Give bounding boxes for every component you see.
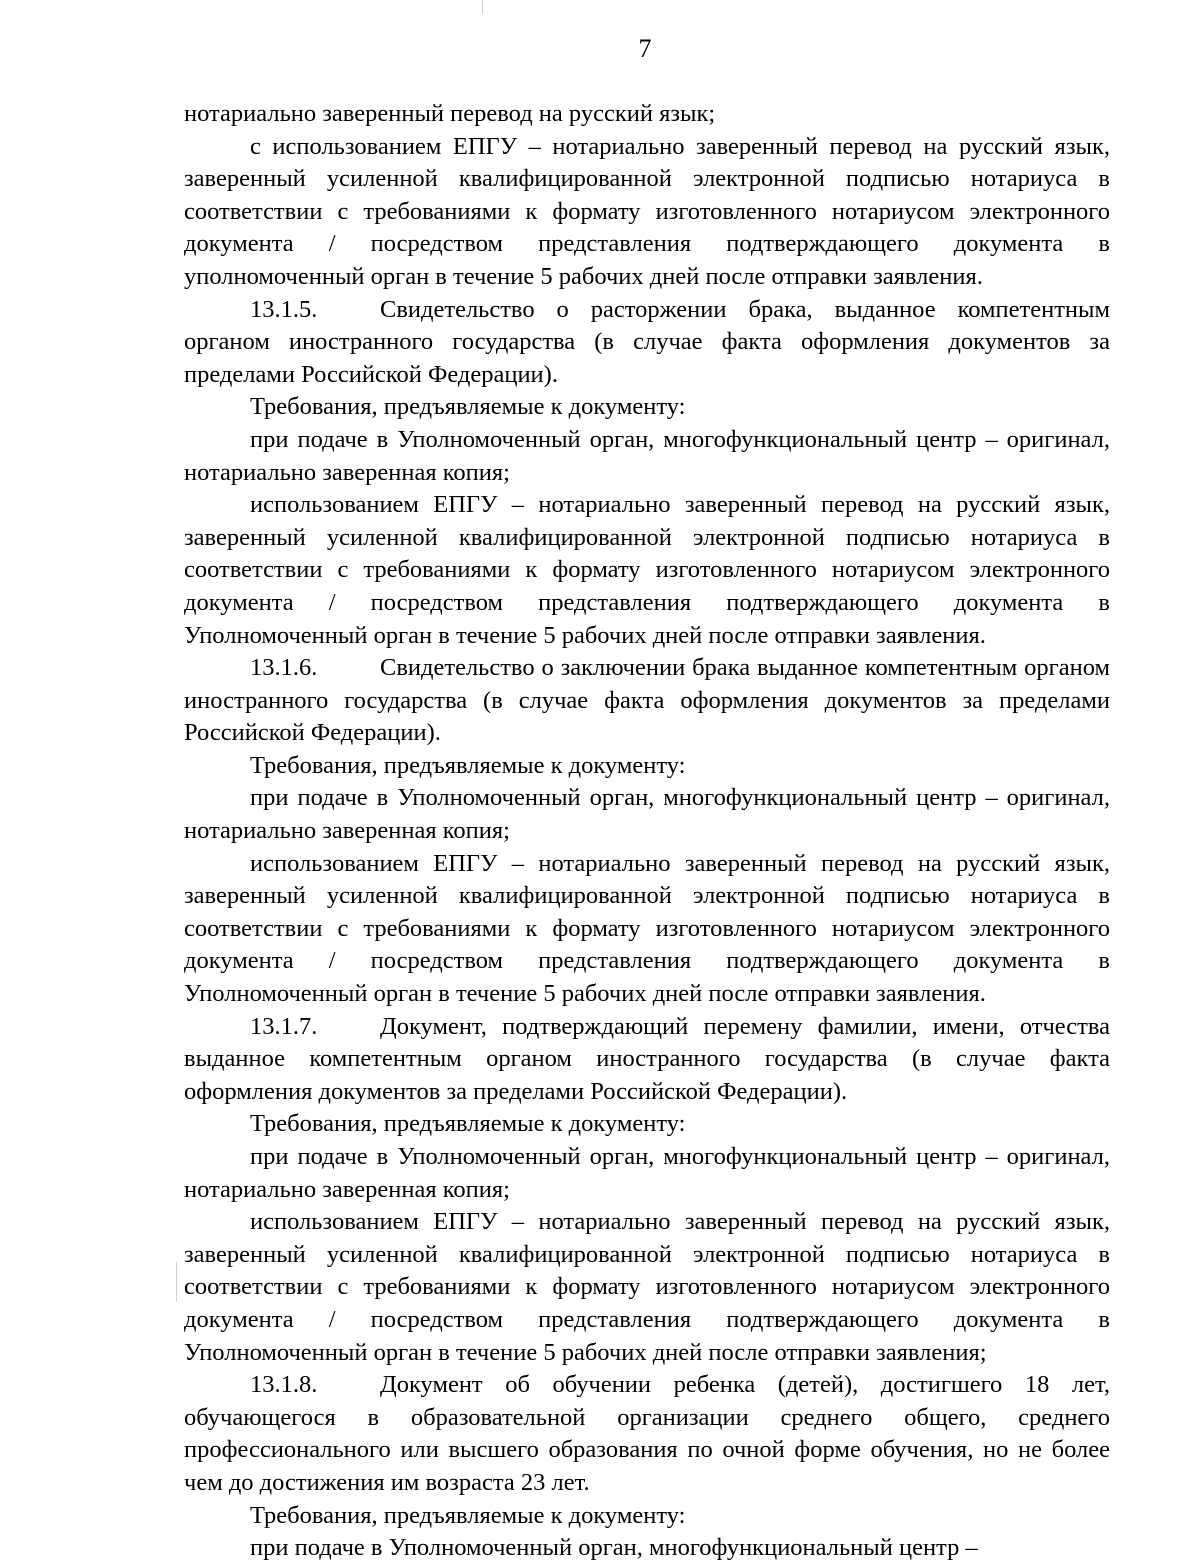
paragraph-text: использованием ЕПГУ – нотариально заверенный перевод на русский язык, заверенный усиленной квалифицированной электронной подписью нотариуса в соответствии с требованиями к формату изготовленного нотариусом электронного документа / посредством представления подтверждающего документа в Уполномоченный орган в течение 5 рабочих дней после отправки заявления; [184,1208,1110,1366]
numbered-clause [184,652,1110,750]
paragraph-text: Свидетельство о заключении брака выданное компетентным органом иностранного государства (в случае факта оформления документов за пределами Российской Федерации). [184,654,1110,747]
document-body [184,98,1110,1565]
numbered-clause [184,1369,1110,1499]
paragraph [184,391,1110,424]
paragraph-text: при подаче в Уполномоченный орган, многофункциональный центр – оригинал, нотариально заверенная копия; [184,784,1110,845]
paragraph-text: Требования, предъявляемые к документу: [250,751,686,779]
numbered-clause [184,294,1110,392]
paragraph [184,848,1110,1011]
clause-number: 13.1.6. [250,654,318,682]
scan-artifact-line [176,1262,177,1302]
paragraph-text: при подаче в Уполномоченный орган, многофункциональный центр – [250,1534,978,1562]
paragraph [184,1141,1110,1206]
paragraph-text: Требования, предъявляемые к документу: [250,1501,686,1529]
paragraph [184,1532,1110,1565]
paragraph-text: использованием ЕПГУ – нотариально заверенный перевод на русский язык, заверенный усиленной квалифицированной электронной подписью нотариуса в соответствии с требованиями к формату изготовленного нотариусом электронного документа / посредством представления подтверждающего документа в Уполномоченный орган в течение 5 рабочих дней после отправки заявления. [184,491,1110,649]
paragraph-text: Документ об обучении ребенка (детей), достигшего 18 лет, обучающегося в образовательной организации среднего общего, среднего профессионального или высшего образования по очной форме обучения, но не более чем до достижения им возраста 23 лет. [184,1371,1110,1496]
paragraph-text: при подаче в Уполномоченный орган, многофункциональный центр – оригинал, нотариально заверенная копия; [184,425,1110,486]
paragraph-text: использованием ЕПГУ – нотариально заверенный перевод на русский язык, заверенный усиленной квалифицированной электронной подписью нотариуса в соответствии с требованиями к формату изготовленного нотариусом электронного документа / посредством представления подтверждающего документа в Уполномоченный орган в течение 5 рабочих дней после отправки заявления. [184,849,1110,1008]
paragraph-text: Свидетельство о расторжении брака, выданное компетентным органом иностранного государства (в случае факта оформления документов за пределами Российской Федерации). [184,295,1110,388]
clause-number: 13.1.8. [250,1371,318,1399]
paragraph-text: Документ, подтверждающий перемену фамилии, имени, отчества выданное компетентным органом иностранного государства (в случае факта оформления документов за пределами Российской Федерации). [184,1012,1110,1105]
paragraph [184,424,1110,489]
paragraph [184,1500,1110,1533]
paragraph-text: с использованием ЕПГУ – нотариально заверенный перевод на русский язык, заверенный усиленной квалифицированной электронной подписью нотариуса в соответствии с требованиями к формату изготовленного нотариусом электронного документа / посредством представления подтверждающего документа в уполномоченный орган в течение 5 рабочих дней после отправки заявления. [184,132,1110,290]
paragraph-text: Требования, предъявляемые к документу: [250,1110,686,1138]
paragraph [184,1108,1110,1141]
page-number: 7 [638,34,652,63]
paragraph-text: Требования, предъявляемые к документу: [250,393,686,421]
paragraph [184,98,1110,131]
paragraph [184,489,1110,652]
paragraph-text: при подаче в Уполномоченный орган, многофункциональный центр – оригинал, нотариально заверенная копия; [184,1143,1110,1203]
numbered-clause [184,1011,1110,1109]
paragraph [184,1206,1110,1369]
paragraph [184,750,1110,783]
scan-artifact-line [482,0,483,14]
paragraph [184,131,1110,294]
clause-number: 13.1.5. [250,295,318,323]
paragraph-text: нотариально заверенный перевод на русский язык; [184,100,716,127]
paragraph [184,782,1110,847]
clause-number: 13.1.7. [250,1012,318,1040]
